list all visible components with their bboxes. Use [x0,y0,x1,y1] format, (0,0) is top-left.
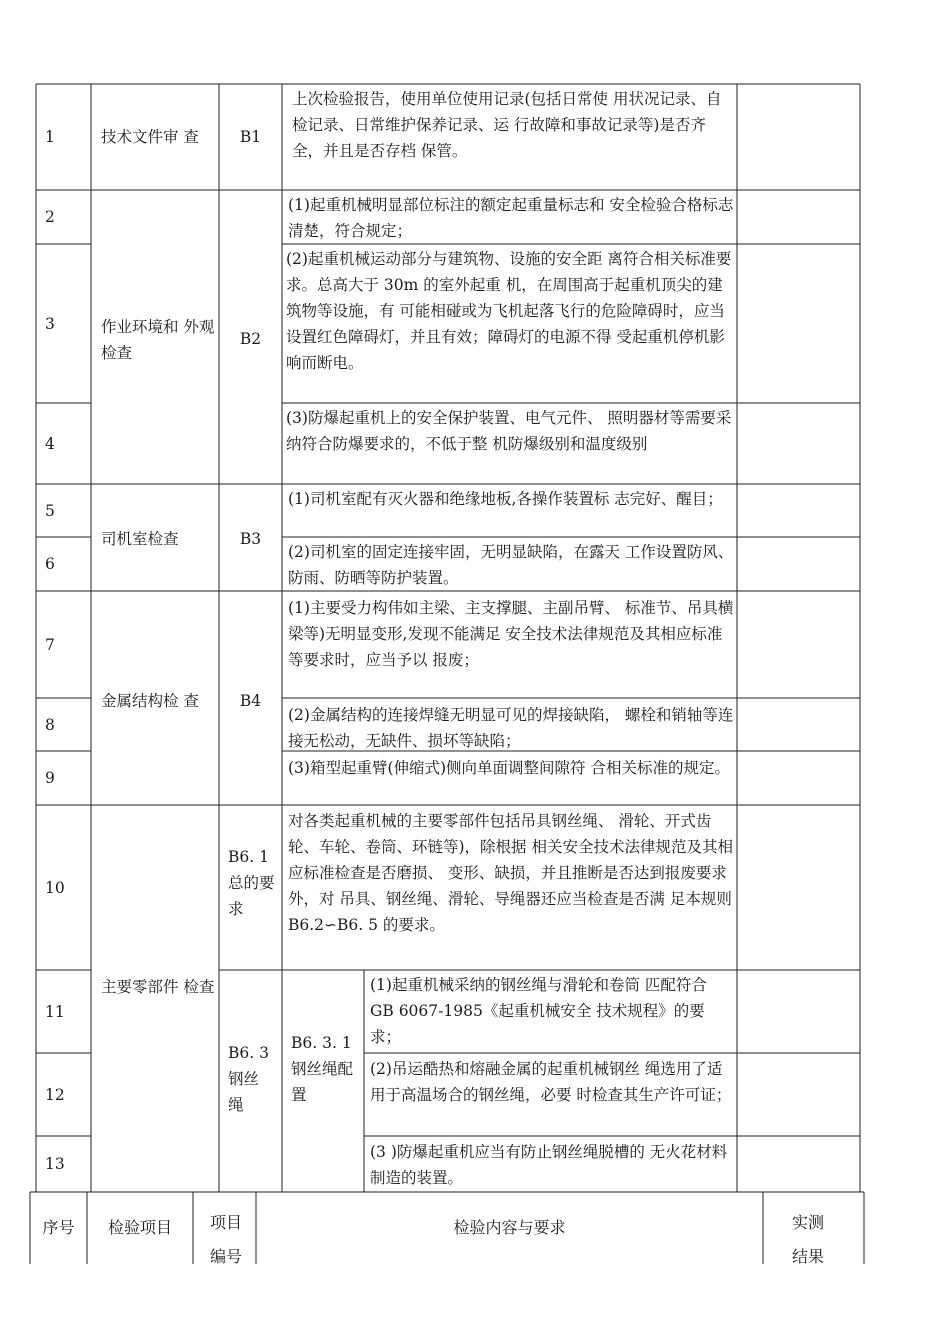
row-4-content: (3)防爆起重机上的安全保护装置、电气元件、 照明器材等需要采纳符合防爆要求的，不低于整 机防爆级别和温度级别 [286,409,732,453]
row-1-item: 技术文件审 查 [101,128,199,146]
group-b3-item: 司机室检查 [101,530,179,548]
header-content: 检验内容与要求 [453,1218,566,1237]
row-4-number: 4 [45,434,55,453]
header-code: 项目 编号 [209,1213,242,1266]
group-b2-code: B2 [239,330,262,348]
row-10-code: B6. 1 总的要求 [228,848,275,918]
row-6-number: 6 [45,555,55,573]
group-b3-code: B3 [239,530,262,548]
row-11-content: (1)起重机械采纳的钢丝绳与滑轮和卷筒 匹配符合 GB 6067-1985《起重机械安全 技术规程》的要求； [370,976,707,1046]
row-10-content: 对各类起重机械的主要零部件包括吊具钢丝绳、 滑轮、开式齿轮、车轮、卷筒、环链等)，除根据 相关安全技术法律规范及其相应标准检查是否磨损、 变形、缺损，并且推断是否达到报废要求外，对 吊具、钢丝绳、滑轮、导绳器还应当检查是否满 足本规则 B6.2∽B6. 5 的要求。 [288,812,733,934]
row-5-number: 5 [45,501,55,520]
group-b6-item: 主要零部件 检查 [101,978,215,996]
row-1-code: B1 [239,128,262,146]
row-3-number: 3 [45,314,55,333]
group-b63-code: B6. 3 钢丝绳 [228,1044,269,1114]
row-8-content: (2)金属结构的连接焊缝无明显可见的焊接缺陷， 螺栓和销轴等连接无松动，无缺件、损坏等缺陷； [288,706,734,750]
row-3-content: (2)起重机械运动部分与建筑物、设施的安全距 离符合相关标准要求。总高大于 30m 的室外起重 机，在周围高于起重机顶尖的建筑物等设施，有 可能相碰或为飞机起落飞行的危险障碍时，应当 设置红色障碍灯，并且有效；障碍灯的电源不得 受起重机停机影响而断电。 [286,250,732,372]
row-7-content: (1)主要受力构伟如主梁、主支撑腿、主副吊臂、 标准节、吊具横梁等)无明显变形,发现不能满足 安全技术法律规范及其相应标准等要求时，应当予以 报废； [288,599,734,669]
row-6-content: (2)司机室的固定连接牢固，无明显缺陷，在露天 工作设置防风、防雨、防晒等防护装置。 [288,543,734,587]
row-10-number: 10 [45,878,65,897]
group-b4-item: 金属结构检 查 [101,692,199,710]
group-b2-item: 作业环境和 外观检查 [101,318,215,362]
header-result: 实测 结果 [791,1213,824,1266]
row-9-content: (3)箱型起重臂(伸缩式)侧向单面调整间隙符 合相关标准的规定。 [288,759,730,777]
row-5-content: (1)司机室配有灭火器和绝缘地板,各操作装置标 志完好、醒目； [288,490,723,508]
header-item: 检验项目 [107,1218,172,1237]
row-2-number: 2 [45,208,55,226]
row-8-number: 8 [45,715,55,734]
row-12-content: (2)吊运酷热和熔融金属的起重机械钢丝 绳选用了适用于高温场合的钢丝绳，必要 时检查其生产许可证； [370,1060,732,1104]
group-b631-code: B6. 3. 1 钢丝绳配置 [291,1034,354,1104]
group-b4-code: B4 [239,692,262,710]
row-13-number: 13 [45,1155,65,1173]
row-9-number: 9 [45,769,55,787]
row-2-content: (1)起重机械明显部位标注的额定起重量标志和 安全检验合格标志清楚，符合规定； [288,196,734,240]
row-13-content: (3 )防爆起重机应当有防止钢丝绳脱槽的 无火花材料制造的装置。 [370,1143,728,1187]
row-1-number: 1 [45,128,55,146]
row-11-number: 11 [45,1002,65,1021]
row-12-number: 12 [45,1085,65,1104]
row-7-number: 7 [45,635,55,654]
header-number: 序号 [42,1218,75,1237]
row-1-content: 上次检验报告，使用单位使用记录(包括日常使 用状况记录、自检记录、日常维护保养记录、运 行故障和事故记录等)是否齐全，并且是否存档 保管。 [292,90,722,160]
